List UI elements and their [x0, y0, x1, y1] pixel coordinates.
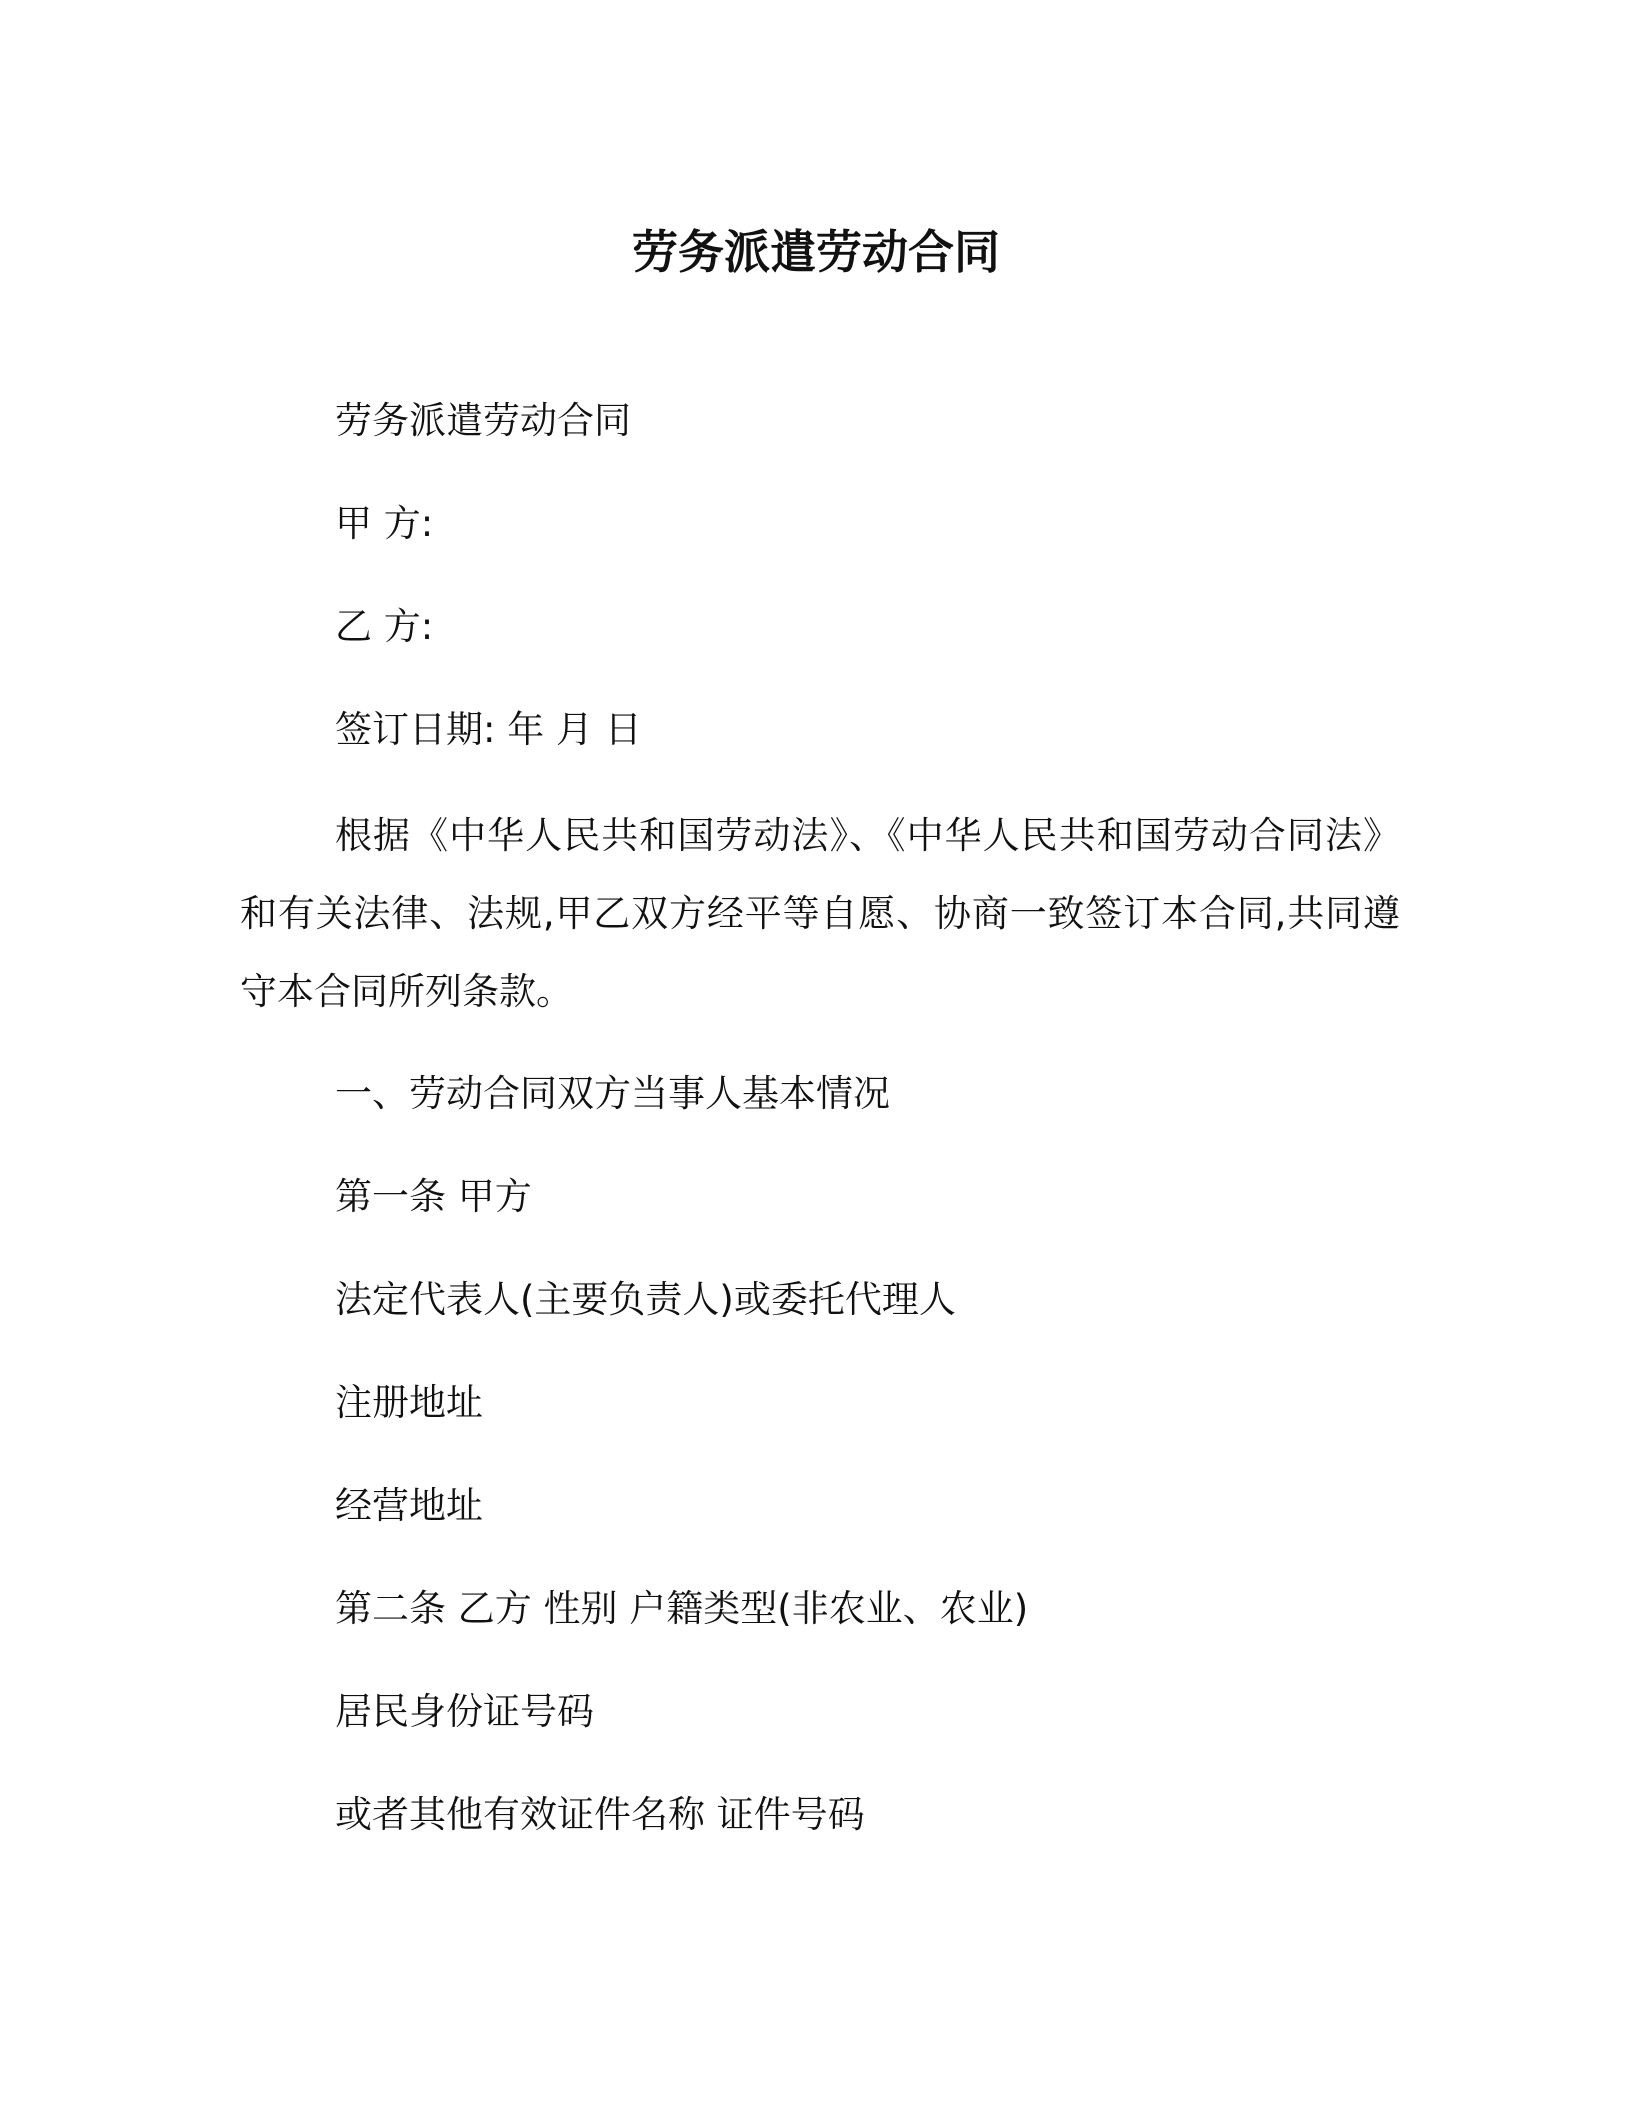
document-title: 劳务派遣劳动合同 — [632, 225, 1000, 279]
business-address-line: 经营地址 — [335, 1484, 483, 1527]
preamble-paragraph: 根据《中华人民共和国劳动法》、《中华人民共和国劳动合同法》和有关法律、法规,甲乙双方经平等自愿、协商一致签订本合同,共同遵守本合同所列条款。 — [240, 814, 1400, 1013]
other-id-line: 或者其他有效证件名称 证件号码 — [335, 1793, 865, 1836]
article-2-line: 第二条 乙方 性别 户籍类型(非农业、农业) — [335, 1587, 1029, 1630]
sign-date-line: 签订日期: 年 月 日 — [335, 708, 642, 751]
subtitle-line: 劳务派遣劳动合同 — [335, 399, 631, 442]
legal-rep-line: 法定代表人(主要负责人)或委托代理人 — [335, 1278, 956, 1321]
id-number-line: 居民身份证号码 — [335, 1690, 594, 1733]
registered-address-line: 注册地址 — [335, 1381, 483, 1424]
party-a-line: 甲 方: — [335, 502, 434, 545]
section-1-heading: 一、劳动合同双方当事人基本情况 — [335, 1072, 890, 1115]
party-b-line: 乙 方: — [335, 605, 434, 648]
article-1-line: 第一条 甲方 — [335, 1175, 532, 1218]
